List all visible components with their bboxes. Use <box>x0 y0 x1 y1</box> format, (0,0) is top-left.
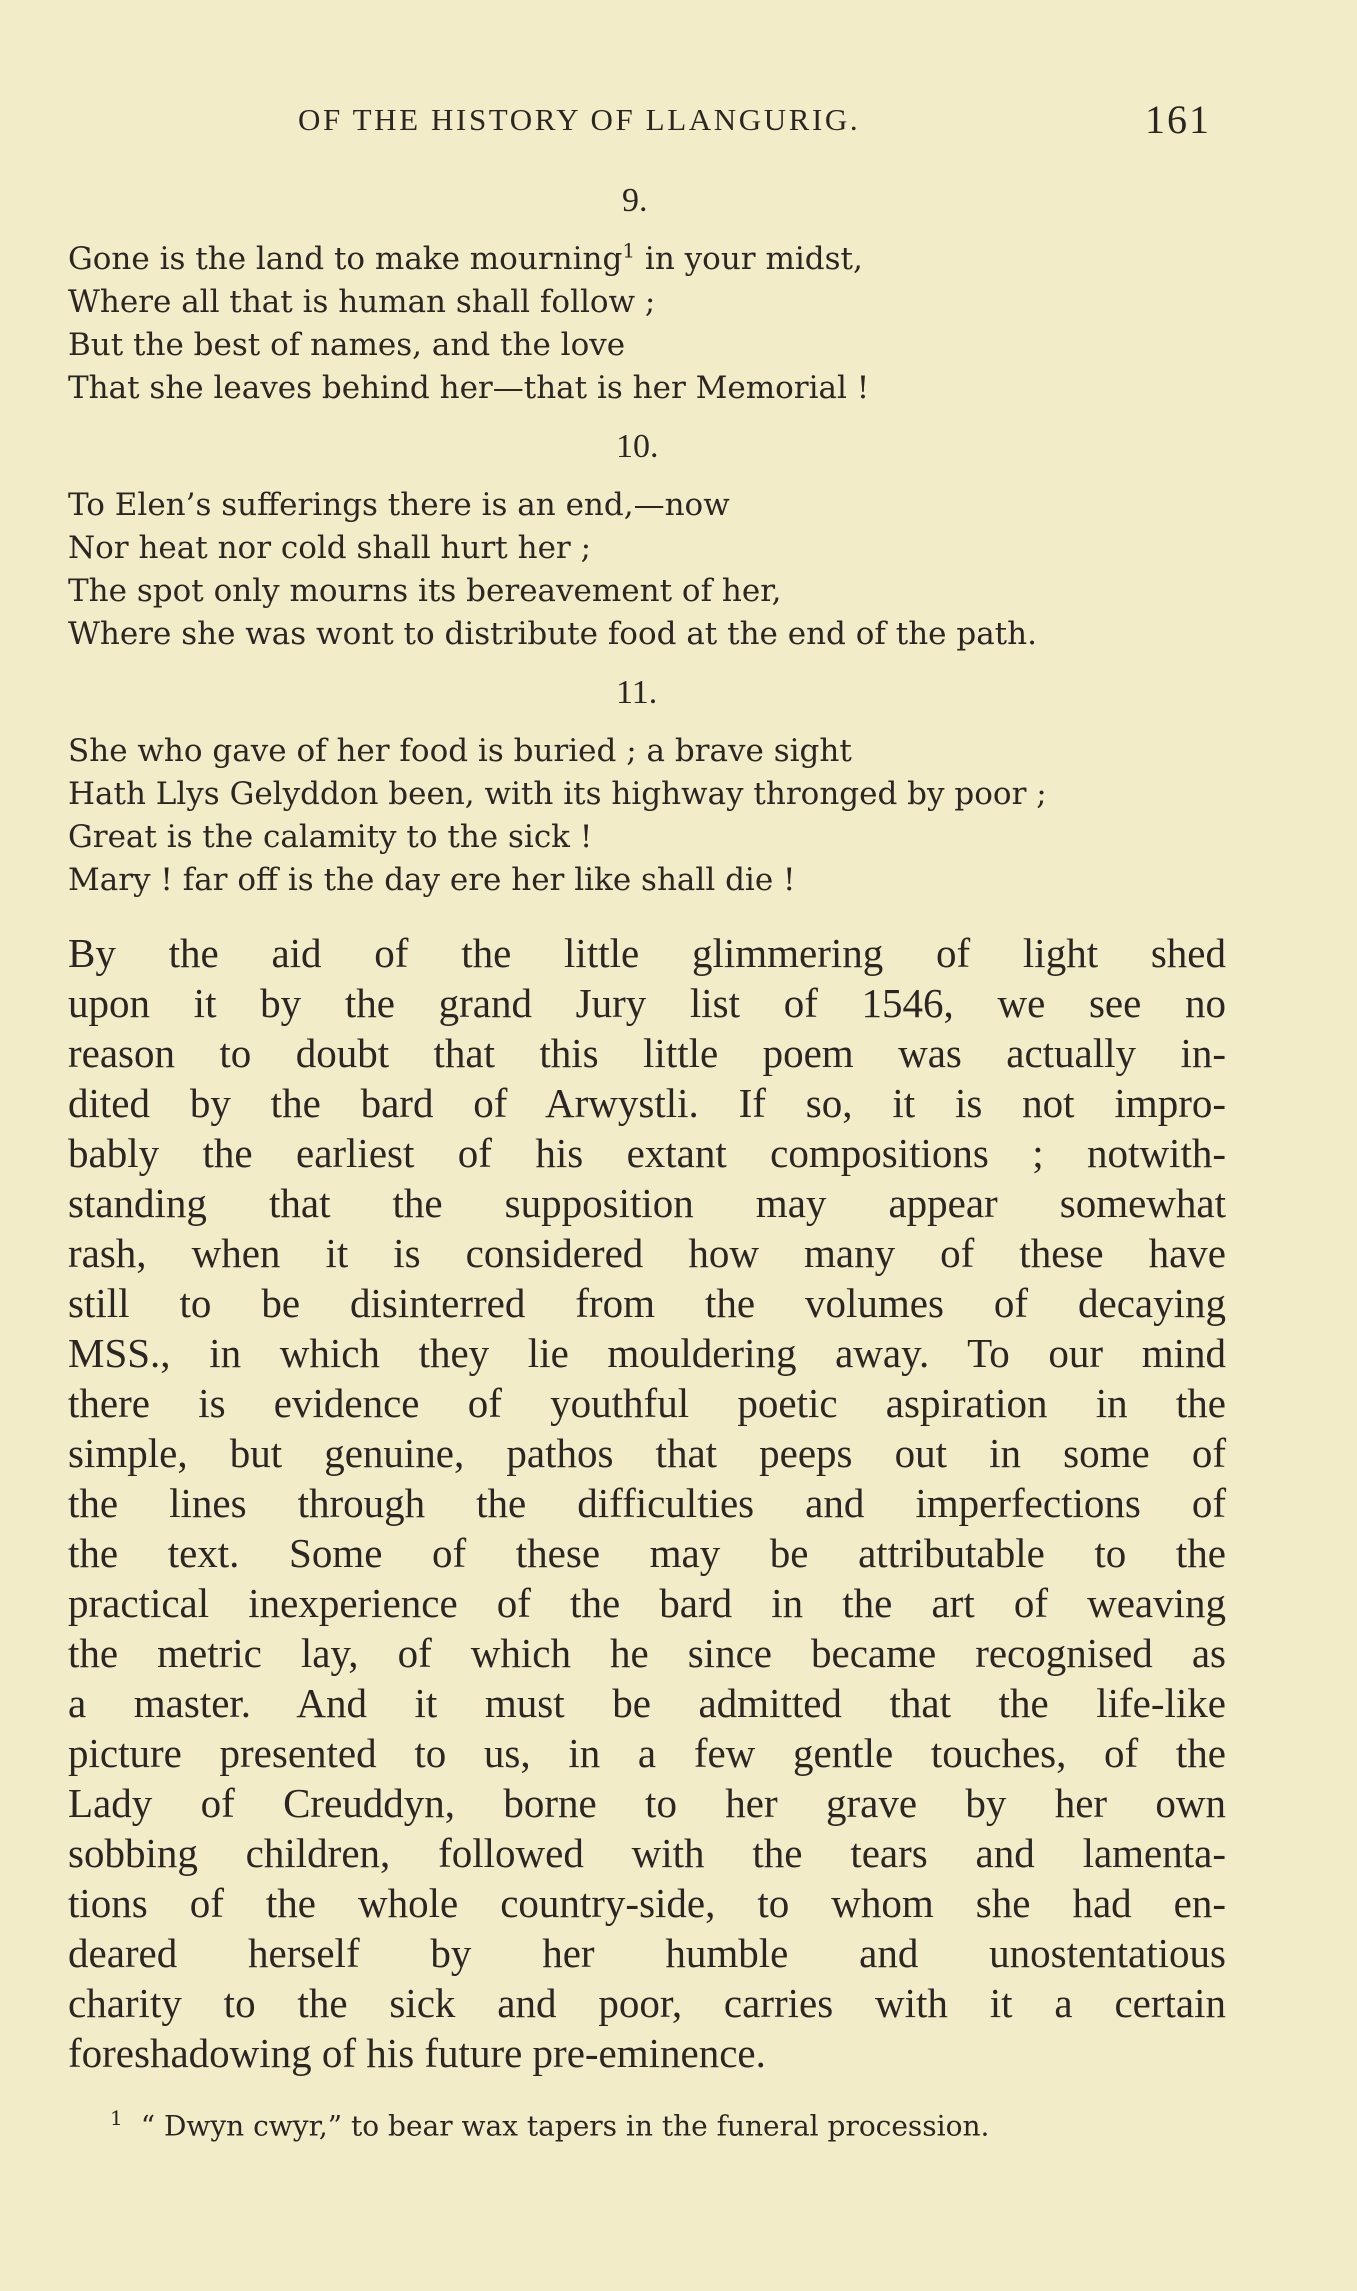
verse-line: But the best of names, and the love <box>68 327 626 363</box>
verse-line: That she leaves behind her—that is her Memorial ! <box>68 370 870 406</box>
page-number: 161 <box>1145 97 1211 142</box>
verse-line: Great is the calamity to the sick ! <box>68 819 593 855</box>
verse-line: To Elen’s sufferings there is an end,—now <box>68 487 730 523</box>
stanza-11 <box>68 730 1047 902</box>
stanza-number-11: 11. <box>616 674 658 711</box>
verse-line: Hath Llys Gelyddon been, with its highway thronged by poor ; <box>68 776 1047 812</box>
stanza-10 <box>68 484 1037 656</box>
paragraph-line: the text. Some of these may be attributable to the <box>68 1530 1226 1576</box>
paragraph-line: the lines through the difficulties and imperfections of <box>68 1480 1226 1526</box>
verse-line: Where all that is human shall follow ; <box>68 284 656 320</box>
paragraph-line: bably the earliest of his extant compositions ; notwith- <box>68 1130 1226 1176</box>
paragraph-line: still to be disinterred from the volumes of decaying <box>68 1280 1226 1326</box>
paragraph-line: reason to doubt that this little poem was actually in- <box>68 1030 1226 1076</box>
paragraph-line: foreshadowing of his future pre-eminence. <box>68 2030 766 2076</box>
verse-line: The spot only mourns its bereavement of her, <box>68 573 782 609</box>
paragraph-line: MSS., in which they lie mouldering away. To our mind <box>68 1330 1226 1376</box>
running-head <box>0 96 1357 146</box>
paragraph-line: simple, but genuine, pathos that peeps out in some of <box>68 1430 1226 1476</box>
running-title: OF THE HISTORY OF LLANGURIG. <box>298 102 861 137</box>
verse-line: Mary ! far off is the day ere her like shall die ! <box>68 862 796 898</box>
paragraph-line: sobbing children, followed with the tears and lamenta- <box>68 1830 1226 1876</box>
paragraph-line: deared herself by her humble and unostentatious <box>68 1930 1226 1976</box>
footnote-mark: 1 <box>110 2106 123 2130</box>
verse-line: She who gave of her food is buried ; a brave sight <box>68 733 852 769</box>
verse-line: Gone is the land to make mourning$^1$ in your midst, <box>68 238 863 277</box>
stanza-number-9: 9. <box>622 182 648 219</box>
paragraph-line: a master. And it must be admitted that the life-like <box>68 1680 1226 1726</box>
footnote-reference: 1 <box>622 238 636 263</box>
paragraph-line: practical inexperience of the bard in the art of weaving <box>68 1580 1226 1626</box>
paragraph-line: charity to the sick and poor, carries with it a certain <box>68 1980 1226 2026</box>
paragraph-line: standing that the supposition may appear somewhat <box>68 1180 1226 1226</box>
footnote <box>110 2106 989 2142</box>
footnote-text: “ Dwyn cwyr,” to bear wax tapers in the funeral procession. <box>140 2109 990 2143</box>
verse-line: Nor heat nor cold shall hurt her ; <box>68 530 592 566</box>
verse-line: Where she was wont to distribute food at the end of the path. <box>68 616 1037 652</box>
paragraph-line: dited by the bard of Arwystli. If so, it is not impro- <box>68 1080 1226 1126</box>
paragraph-line: there is evidence of youthful poetic aspiration in the <box>68 1380 1226 1426</box>
stanza-9 <box>68 238 869 410</box>
body-paragraph <box>68 928 1226 2078</box>
stanza-number-10: 10. <box>616 428 659 465</box>
paragraph-line: rash, when it is considered how many of these have <box>68 1230 1226 1276</box>
paragraph-line: Lady of Creuddyn, borne to her grave by her own <box>68 1780 1226 1826</box>
paragraph-line: upon it by the grand Jury list of 1546, we see no <box>68 980 1226 1026</box>
paragraph-line: tions of the whole country-side, to whom she had en- <box>68 1880 1226 1926</box>
paragraph-line: the metric lay, of which he since became recognised as <box>68 1630 1226 1676</box>
paragraph-line: picture presented to us, in a few gentle touches, of the <box>68 1730 1226 1776</box>
paragraph-line: By the aid of the little glimmering of light shed <box>68 930 1226 976</box>
